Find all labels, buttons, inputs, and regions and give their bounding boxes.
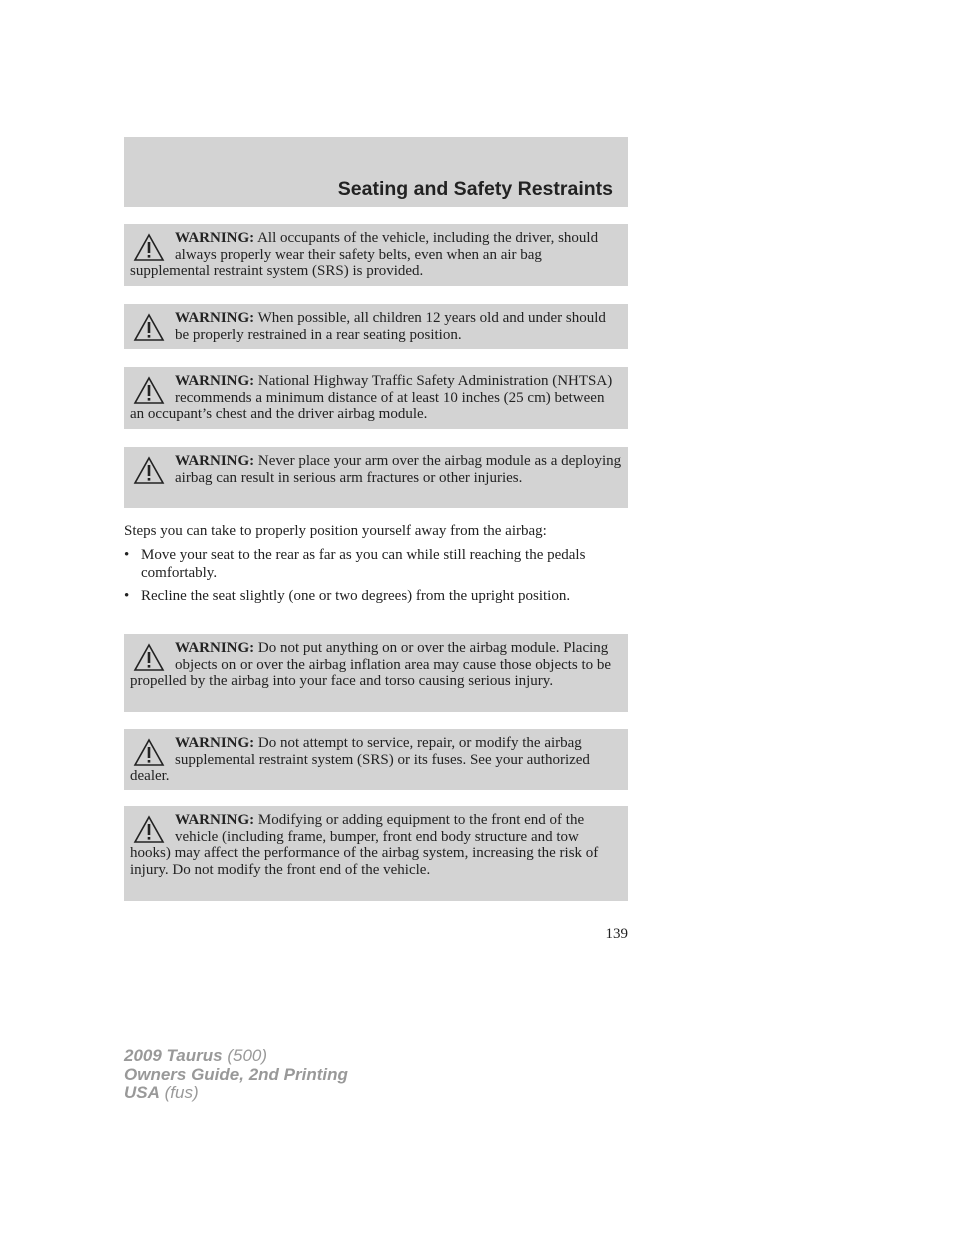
steps-intro: Steps you can take to properly position yourself away from the airbag: [124, 523, 547, 539]
warning-text: All occupants of the vehicle, including the driver, should always properly wear their safety belts, even when an air bag supplemental restraint system (SRS) is provided. [130, 230, 599, 279]
section-header-band [124, 137, 628, 207]
warning-triangle-icon [133, 456, 165, 486]
warning-label: WARNING: [175, 640, 255, 656]
footer-guide: Owners Guide, 2nd Printing [124, 1064, 348, 1084]
section-title: Seating and Safety Restraints [337, 178, 613, 200]
warning-box [124, 806, 628, 901]
warning-triangle-icon [133, 376, 165, 406]
warning-label: WARNING: [175, 735, 255, 751]
warning-triangle-icon [133, 313, 165, 343]
footer-market: USA [124, 1083, 160, 1102]
warning-text: National Highway Traffic Safety Administration (NHTSA) recommends a minimum distance of at least 10 inches (25 cm) between an occupant’s chest and the driver airbag module. [130, 373, 613, 422]
warning-triangle-icon [133, 738, 165, 768]
warning-triangle-icon [133, 815, 165, 845]
list-item-text: Move your seat to the rear as far as you can while still reaching the pedals comfortably. [141, 547, 586, 581]
footer-market-code: (fus) [164, 1083, 199, 1102]
warning-label: WARNING: [175, 453, 255, 469]
list-item [124, 588, 628, 606]
warning-text: When possible, all children 12 years old and under should be properly restrained in a rear seating position. [175, 310, 606, 343]
warning-label: WARNING: [175, 812, 255, 828]
warning-text: Do not attempt to service, repair, or modify the airbag supplemental restraint system (SRS) or its fuses. See your authorized dealer. [130, 735, 590, 784]
warning-box [124, 729, 628, 790]
warning-triangle-icon [133, 643, 165, 673]
bullet-glyph: • [124, 547, 130, 563]
warning-text: Never place your arm over the airbag module as a deploying airbag can result in serious arm fractures or other injuries. [175, 453, 622, 486]
bullet-glyph: • [124, 588, 130, 604]
footer-imprint [124, 1047, 348, 1103]
warning-box [124, 304, 628, 349]
page-number: 139 [605, 926, 628, 942]
warning-text: Modifying or adding equipment to the front end of the vehicle (including frame, bumper, front end body structure and tow hooks) may affect the performance of the airbag system, increasing the risk of injury. Do not modify the front end of the vehicle. [130, 812, 599, 878]
warning-box [124, 367, 628, 429]
warning-box [124, 634, 628, 712]
footer-model-code: (500) [227, 1046, 268, 1065]
footer-model: 2009 Taurus [124, 1046, 223, 1065]
list-item-text: Recline the seat slightly (one or two degrees) from the upright position. [141, 588, 571, 604]
list-item [124, 547, 628, 582]
warning-box [124, 224, 628, 286]
warning-box [124, 447, 628, 508]
warning-label: WARNING: [175, 310, 255, 326]
warning-label: WARNING: [175, 230, 255, 246]
warning-triangle-icon [133, 233, 165, 263]
warning-text: Do not put anything on or over the airbag module. Placing objects on or over the airbag inflation area may cause those objects to be propelled by the airbag into your face and torso causing serious injury. [130, 640, 612, 689]
warning-label: WARNING: [175, 373, 255, 389]
